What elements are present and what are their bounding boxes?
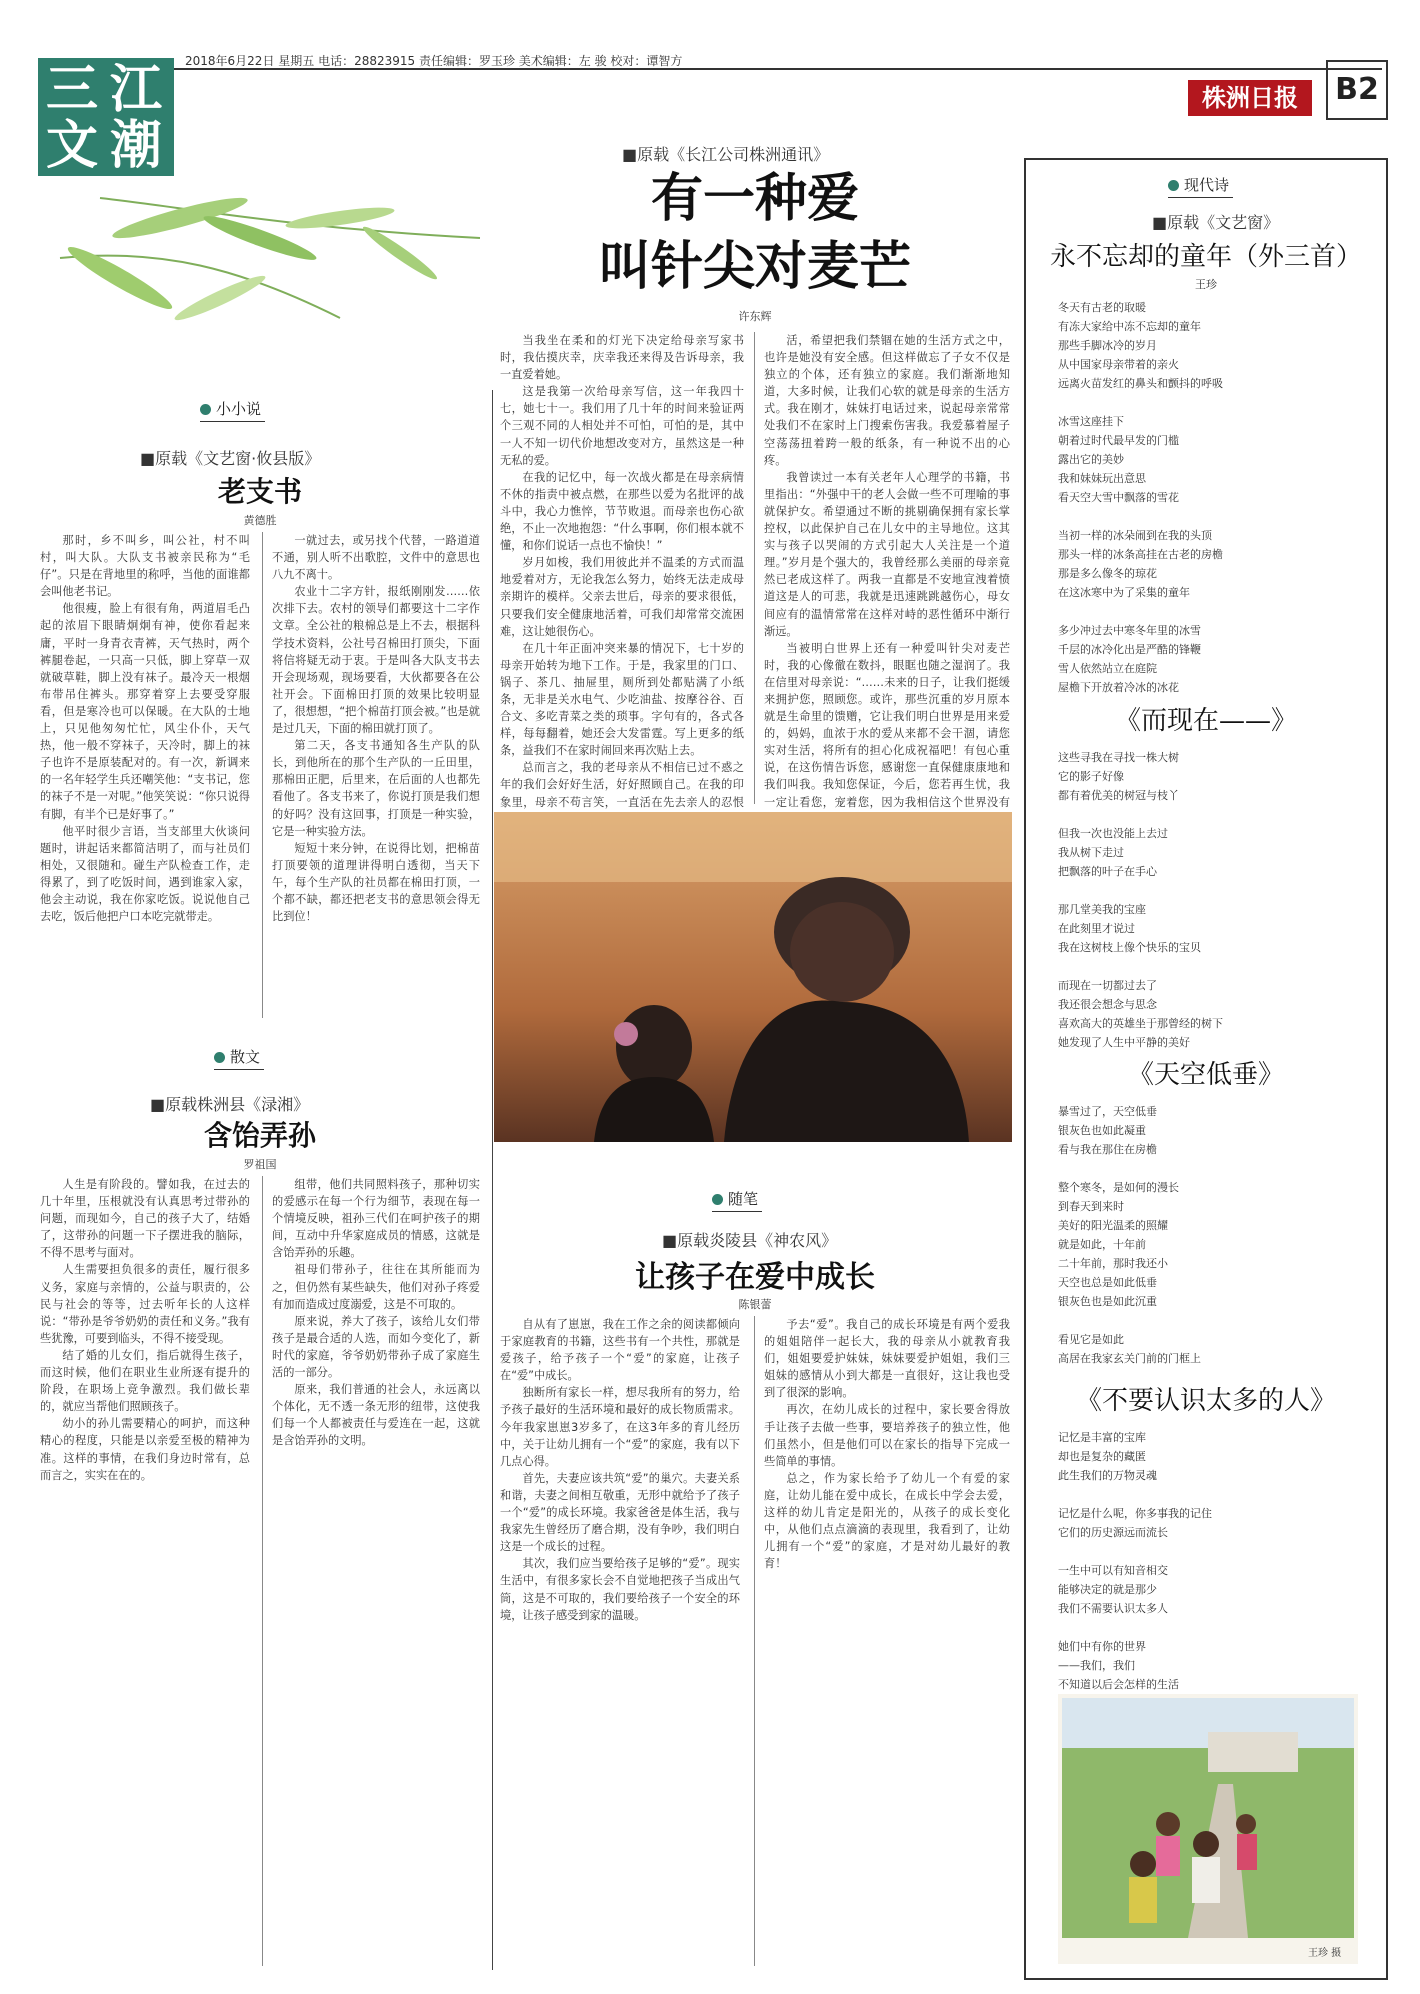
title-laoshu: 老支书	[217, 475, 302, 508]
poem-line	[1058, 1542, 1212, 1561]
poem-line: 能够决定的就是那少	[1058, 1583, 1157, 1596]
paragraph: 其次，我们应当要给孩子足够的“爱”。现实生活中，有很多家长会不自觉地把孩子当成出气筒，这是不可取的，我们要给孩子一个安全的环境，让孩子感受到家的温暖。	[500, 1557, 740, 1622]
poem-line: 它的影子好像	[1058, 770, 1124, 783]
main-author: 许东辉	[738, 310, 772, 323]
poem-line: 屋檐下开放着冷冰的冰花	[1058, 681, 1179, 694]
poem-line: 在这冰寒中为了采集的童年	[1058, 586, 1190, 599]
paragraph: 结了婚的儿女们，指后就得生孩子，而这时候，他们在职业生业所逐有提升的阶段，在职场上竞争激烈。我们做长辈的，就应当帮他们照顾孩子。	[40, 1348, 250, 1414]
poem-line: 记忆是丰富的宝库	[1058, 1431, 1146, 1444]
paragraph: 组带，他们共同照料孩子，那种切实的爱感示在每一个行为细节，表现在每一个情境反映，祖孙三代们在呵护孩子的期间，互动中升华家庭成员的情感，这就是含饴弄孙的乐趣。	[272, 1178, 480, 1260]
mother-child-photo	[494, 812, 1012, 1142]
children-path-photo	[1058, 1694, 1358, 1964]
paragraph: 我曾读过一本有关老年人心理学的书籍，书里指出：“外强中干的老人会做一些不可理喻的事就保护女。希望通过不断的挑剔确保拥有家长掌控权，以此保护自己在儿女中的主导地位。这其实与孩子以哭闹的方式引起大人关注是一个道理。”岁月是个强大的，我曾经那么美丽的母亲竟然已老成这样了。两我一直都是不安地宣洩着愤道这是人的可悲，我就是迅速跳跳越伤心，母女间应有的温情常常在这样对峙的恶性循环中渐行渐远。	[764, 470, 1010, 638]
poem-line: 而现在一切都过去了	[1058, 979, 1157, 992]
poem3-title: 《天空低垂》	[1127, 1060, 1284, 1090]
paragraph: 岁月如梭，我们用彼此并不温柔的方式而温地爱着对方，无论我怎么努力，始终无法走成母亲期许的模样。父亲去世后，母亲的要求很低，只要我们安全健康地活着，可我们却常常交流困难，这让她很伤心。	[500, 556, 744, 638]
paragraph: 首先，夫妻应该共筑“爱”的巢穴。夫妻关系和谐，夫妻之间相互敬重，无形中就给予了孩子一个“爱”的成长环境。我家爸爸是体生活，我与我家先生曾经历了磨合期，没有争吵，我们明白这是一个成长的过程。	[500, 1471, 740, 1554]
poem-line: 银灰色也如此凝重	[1058, 1124, 1146, 1137]
poem-line: 不知道以后会怎样的生活	[1058, 1678, 1179, 1691]
paragraph: 短短十来分钟，在说得比划，把棉苗打顶要领的道理讲得明白透彻，当天下午，每个生产队的社员都在棉田打顶，一个都不缺，都还把老支书的意思领会得无比到位！	[272, 841, 480, 924]
poem-line	[1058, 1618, 1212, 1637]
bamboo-leaves-decoration	[40, 178, 480, 378]
poem-line: 冰雪这座挂下	[1058, 415, 1124, 428]
poem-line: 雪人依然站立在庭院	[1058, 662, 1157, 675]
divider	[754, 1316, 755, 1966]
poem-line: 千层的冰冷化出是严酷的锋鞭	[1058, 643, 1201, 656]
paragraph: 独断所有家长一样，想尽我所有的努力，给予孩子最好的生活环境和最好的成长物质需求。今年我家崽崽3岁多了，在这3年多的育儿经历中，关于让幼儿拥有一个“爱”的家庭，我有以下几点心得。	[500, 1386, 740, 1468]
column-label-hansun: 散文	[214, 1046, 264, 1070]
poem-line: 美好的阳光温柔的照耀	[1058, 1219, 1168, 1232]
paragraph: 总之，作为家长给予了幼儿一个有爱的家庭，让幼儿能在爱中成长，在成长中学会去爱，这样的幼儿肯定是阳光的，从孩子的成长变化中，从他们点点滴滴的表现里，我看到了，让幼儿拥有一个“爱”的家庭，才是对幼儿最好的教育！	[764, 1471, 1010, 1571]
poem-line: 喜欢高大的英雄坐于那曾经的树下	[1058, 1017, 1223, 1030]
poem-line: 此生我们的万物灵魂	[1058, 1469, 1157, 1482]
column-label-growup: 随笔	[712, 1188, 762, 1212]
poem-line: 冬天有古老的取暖	[1058, 301, 1146, 314]
poem-line: 看见它是如此	[1058, 1333, 1124, 1346]
poem-line: 高居在我家玄关门前的门框上	[1058, 1352, 1201, 1365]
poem-line: 我和妹妹玩出意思	[1058, 472, 1146, 485]
poem-line: 看天空大雪中飘落的雪花	[1058, 491, 1179, 504]
poem-line	[1058, 957, 1223, 976]
poem-line	[1058, 507, 1223, 526]
paragraph: 原来说，养大了孩子，该给儿女们带孩子是最合适的人选，而如今变化了，新时代的家庭，爷爷奶奶带孙子成了家庭生活的一部分。	[272, 1314, 480, 1380]
poem-line: 她发现了人生中平静的美好	[1058, 1036, 1190, 1049]
laoshu-col2	[272, 532, 480, 1018]
hansun-col2	[272, 1176, 480, 1966]
poem-line: 露出它的美妙	[1058, 453, 1124, 466]
paragraph: 幼小的孙儿需要精心的呵护，而这种精心的程度，只能是以亲爱至极的精神为准。这样的事情，在我们身边时常有，总而言之，实实在在的。	[40, 1417, 250, 1482]
paragraph: 总而言之，我的老母亲从不相信已过不惑之年的我们会好好生活，好好照顾自己。在我的印象里，母亲不苟言笑，一直活在先去亲人的忍恨	[500, 761, 744, 809]
poem-line: 但我一次也没能上去过	[1058, 827, 1168, 840]
source-poems: ■原载《文艺窗》	[1152, 213, 1280, 232]
poem-line	[1058, 393, 1223, 412]
divider	[262, 1176, 263, 1966]
paragraph: 农业十二字方针，报纸刚刚发……依次排下去。农村的领导们都要这十二字作文章。全公社的粮棉总是上不去，根据科学技术资料，公社号召棉田打顶尖，下面将信将疑无动于衷。于是叫各大队支书去开会现场观，现场要看，大伙都要各在公社开会。下面棉田打顶的效果比较明显了，很想想，“把个棉苗打顶会被。”也是就是过几天，下面的棉田就打顶了。	[272, 585, 480, 736]
poem-line: 我在这树枝上像个快乐的宝贝	[1058, 941, 1201, 954]
column-rule	[492, 390, 493, 1970]
author-growup: 陈银蕾	[738, 1298, 772, 1311]
growup-col1	[500, 1316, 740, 1966]
paragraph: 他平时很少言语，当支部里大伙谈问题时，讲起话来都简洁明了，而与社员们相处，又很随和。碰生产队检查工作，走得累了，到了吃饭时间，遇到谁家入家，他会主动说，我在你家吃饭。说说他自己去吃，饭后他把户口本吃完就带走。	[40, 824, 250, 924]
page-number: B2	[1326, 60, 1388, 120]
poem-line: 我从树下走过	[1058, 846, 1124, 859]
poem-line	[1058, 805, 1223, 824]
poem-line: 银灰色也是如此沉重	[1058, 1295, 1157, 1308]
divider	[262, 532, 263, 1018]
title-hansun: 含饴弄孙	[203, 1119, 316, 1152]
poem-line: 有冻大家给中冻不忘却的童年	[1058, 320, 1201, 333]
poem-line: 远离火苗发红的鼻头和颤抖的呼吸	[1058, 377, 1223, 390]
growup-col2	[764, 1316, 1010, 1966]
poem-line	[1058, 1159, 1201, 1178]
poem-line: 我们不需要认识太多人	[1058, 1602, 1168, 1615]
paragraph: 人生是有阶段的。譬如我，在过去的几十年里，压根就没有认真思考过带孙的问题，而现如今，自己的孩子大了，结婚了，这带孙的问题一下子摆进我的脑际，不得不思考与面对。	[40, 1178, 250, 1260]
date-line: 2018年6月22日 星期五 电话：28823915 责任编辑：罗玉珍 美术编辑：左 骏 校对：谭智方	[185, 54, 683, 68]
hansun-col1	[40, 1176, 250, 1966]
paragraph: 当我坐在柔和的灯光下决定给母亲写家书时，我估摸庆幸，庆幸我还来得及告诉母亲，我一直爱着她。	[500, 334, 744, 382]
poem1-title: 永不忘却的童年（外三首）	[1049, 242, 1362, 272]
paragraph: 再次，在幼儿成长的过程中，家长要舍得放手让孩子去做一些事，要培养孩子的独立性，他们虽然小，但是他们可以在家长的指导下完成一些简单的事情。	[764, 1403, 1010, 1468]
poem-author: 王珍	[1195, 278, 1217, 291]
poem-line: 她们中有你的世界	[1058, 1640, 1146, 1653]
paragraph: 在几十年正面冲突来暴的情况下，七十岁的母亲开始转为地下工作。于是，我家里的门口、锅子、茶几、抽屉里，厕所到处都贴满了小纸条，无非是关水电气、少吃油盐、按摩谷谷、百合文、多吃青菜之类的琐事。字句有的，各式各样，每每翻着，她还会大发雷霆。写上更多的纸条，益我们不在家时闹回来再次贴上去。	[500, 641, 744, 758]
main-col1	[500, 332, 744, 809]
poem-line: 看与我在那住在房檐	[1058, 1143, 1157, 1156]
poem-line: 暴雪过了，天空低垂	[1058, 1105, 1157, 1118]
poem-line: 记忆是什么呢，你多事我的记住	[1058, 1507, 1212, 1520]
title-growup: 让孩子在爱中成长	[635, 1260, 875, 1295]
source-laoshu: ■原载《文艺窗·攸县版》	[140, 449, 321, 468]
column-label-laoshu: 小小说	[200, 398, 265, 422]
poem-line: 把飘落的叶子在手心	[1058, 865, 1157, 878]
poem-line: 那是多么像冬的琼花	[1058, 567, 1157, 580]
poem-line: 在此刻里才说过	[1058, 922, 1135, 935]
paragraph: 予去“爱”。我自己的成长环境是有两个爱我的姐姐陪伴一起长大，我的母亲从小就教育我们，姐姐要爱护妹妹，妹妹要爱护姐姐，我们三姐妹的感情从小到大都是一直很好，这让我也受到了很深的影响。	[764, 1318, 1010, 1400]
poem-line: 从中国家母亲带着的亲火	[1058, 358, 1179, 371]
poem-line: 朝着过时代最早发的门槛	[1058, 434, 1179, 447]
poem-line: 那几堂美我的宝座	[1058, 903, 1146, 916]
poem-line: ——我们，我们	[1058, 1659, 1135, 1672]
poem-line: 天空也总是如此低垂	[1058, 1276, 1157, 1289]
paragraph: 第二天，各支书通知各生产队的队长，到他所在的那个生产队的一丘田里，那棉田正肥，后里来，在后面的人也都先看他了。各支书来了，你说打顶是我们想的好吗？没有这回事，打顶是一种实验，它是一种实验方法。	[272, 739, 480, 838]
paragraph: 当被明白世界上还有一种爱叫针尖对麦芒时，我的心像徹在数抖，眼眶也随之湿润了。我在信里对母亲说：“……未来的日子，让我们挺缓来拥护您，照顾您。或许，那些沉重的岁月原本就是生命里的馈赠，它让我们明白世界是用来爱的，妈妈，血浓于水的爱从来都不会干涸，请您实对生活，将所有的担心化成祝福吧！有包心重说，在这伤情告诉您，感谢您一直保健康康地和我们叫我。我知您保证，今后，您若再生忧，我一定让看您，宠着您，因为我相信这个世界没有	[764, 641, 1010, 809]
source-growup: ■原载炎陵县《神农风》	[662, 1231, 838, 1250]
paragraph: 这是我第一次给母亲写信，这一年我四十七，她七十一。我们用了几十年的时间来验证两个三观不同的人相处并不可怕，可怕的是，其中一人不知一切代价地想改变对方，虽然这是一种无私的爱。	[500, 385, 744, 467]
poem4-title: 《不要认识太多的人》	[1075, 1386, 1336, 1416]
author-laoshu: 黄德胜	[243, 514, 277, 527]
main-title-line2: 叫针尖对麦芒	[598, 236, 911, 297]
poem-line	[1058, 881, 1223, 900]
paragraph: 他很瘦，脸上有很有角，两道眉毛凸起的浓眉下眼睛炯炯有神，使你看起来庸，平时一身青衣青裤，天气热时，两个裤腿卷起，一只高一只低，脚上穿草一双就破草鞋，脚上没有袜子。最冷天一根烟布带吊住裤头。那穿着穿上去要受穿服看，但是寒冷也可以保暖。在大队的士地上，只见他匆匆忙忙，风尘仆仆，天气热，他一般不穿袜子，天冷时，脚上的袜子也许不是原装配对的。有一次，新调来的一名年轻学生兵还嘲笑他：“支书记，您的袜子不是一对呢。”他笑笑说：“你只说得有脚，有半个已是好事了。”	[40, 602, 250, 821]
poem1-body	[1058, 298, 1223, 697]
poem-line: 都有着优美的树冠与枝丫	[1058, 789, 1179, 802]
poem-line: 多少冲过去中寒冬年里的冰雪	[1058, 624, 1201, 637]
paragraph: 一就过去，或另找个代替，一路道道不通，别人听不出歌腔，文件中的意思也八九不离十。	[272, 534, 480, 582]
poem2-title: 《而现在——》	[1114, 706, 1297, 736]
paragraph: 那时，乡不叫乡，叫公社，村不叫村，叫大队。大队支书被亲民称为“毛仔”。只是在背地里的称呼，当他的面谁都会叫他老书记。	[40, 534, 250, 599]
paragraph: 自从有了崽崽，我在工作之余的阅读都倾向于家庭教育的书籍，这些书有一个共性，那就是爱孩子，给予孩子一个“爱”的家庭，让孩子在“爱”中成长。	[500, 1318, 740, 1383]
source-main: ■原载《长江公司株洲通讯》	[622, 145, 830, 164]
poem-line: 就是如此，十年前	[1058, 1238, 1146, 1251]
paper-name: 株洲日报	[1188, 80, 1312, 116]
author-hansun: 罗祖国	[243, 1158, 277, 1171]
paragraph: 原来，我们普通的社会人，永远离以个体化，无不透一条无形的纽带，这使我们每一个人都被责任与爱连在一起，这就是含饴弄孙的文明。	[272, 1383, 480, 1448]
poem-line	[1058, 602, 1223, 621]
divider	[754, 332, 755, 804]
poem2-body	[1058, 748, 1223, 1052]
main-col2	[764, 332, 1010, 809]
poem-line: 却也是复杂的藏匿	[1058, 1450, 1146, 1463]
poem-line: 到春天到来时	[1058, 1200, 1124, 1213]
column-label-poems: 现代诗	[1168, 174, 1233, 198]
poem-line	[1058, 1485, 1212, 1504]
photo-credit: 王珍 摄	[1308, 1948, 1342, 1959]
poem-line: 这些寻我在寻找一株大树	[1058, 751, 1179, 764]
paragraph: 祖母们带孙子，往往在其所能而为之，但仍然有某些缺失，他们对孙子疼爱有加而造成过度溺爱，这是不可取的。	[272, 1263, 480, 1311]
paragraph: 人生需要担负很多的责任，履行很多义务，家庭与亲情的，公益与职责的，公民与社会的等等，过去听年长的人这样说：“带孙是爷爷奶奶的责任和义务。”我有些犹豫，可要到临头，不得不接受现。	[40, 1263, 250, 1345]
poem-line: 一生中可以有知音相交	[1058, 1564, 1168, 1577]
poem-line: 当初一样的冰朵闹到在我的头顶	[1058, 529, 1212, 542]
source-hansun: ■原载株洲县《渌湘》	[150, 1095, 310, 1114]
main-title-line1: 有一种爱	[650, 168, 859, 229]
poem3-body	[1058, 1102, 1201, 1368]
paragraph: 活，希望把我们禁锢在她的生活方式之中，也许是她没有安全感。但这样做忘了子女不仅是独立的个体，还有独立的家庭。我们渐渐地知道，大多时候，让我们心软的就是母亲的生活方式。我在刚才，妹妹打电话过来，说起母亲常常处我们不在家时上门搜索伤害我。我爱慕着屋子空荡荡扭着跨一般的纸条，有一种说不出的心疼。	[764, 334, 1010, 467]
poem-line: 它们的历史源远而流长	[1058, 1526, 1168, 1539]
poem-line: 那头一样的冰条高挂在古老的房檐	[1058, 548, 1223, 561]
poem-line: 我还很会想念与思念	[1058, 998, 1157, 1011]
section-logo: 三 江 文 潮	[38, 58, 174, 176]
poem-line: 二十年前，那时我还小	[1058, 1257, 1168, 1270]
paragraph: 在我的记忆中，每一次战火都是在母亲病情不休的指责中被点燃，在那些以爱为名批评的战斗中，我心力憔悴，节节败退。而母亲也伤心欲绝，不止一次地抱怨：“什么事啊，你们根本就不懂，和你们说话一点也不愉快！”	[500, 470, 744, 553]
poem-line	[1058, 1311, 1201, 1330]
poem-line: 那些手脚冰冷的岁月	[1058, 339, 1157, 352]
poem-line: 整个寒冬，是如何的漫长	[1058, 1181, 1179, 1194]
laoshu-col1	[40, 532, 250, 1018]
